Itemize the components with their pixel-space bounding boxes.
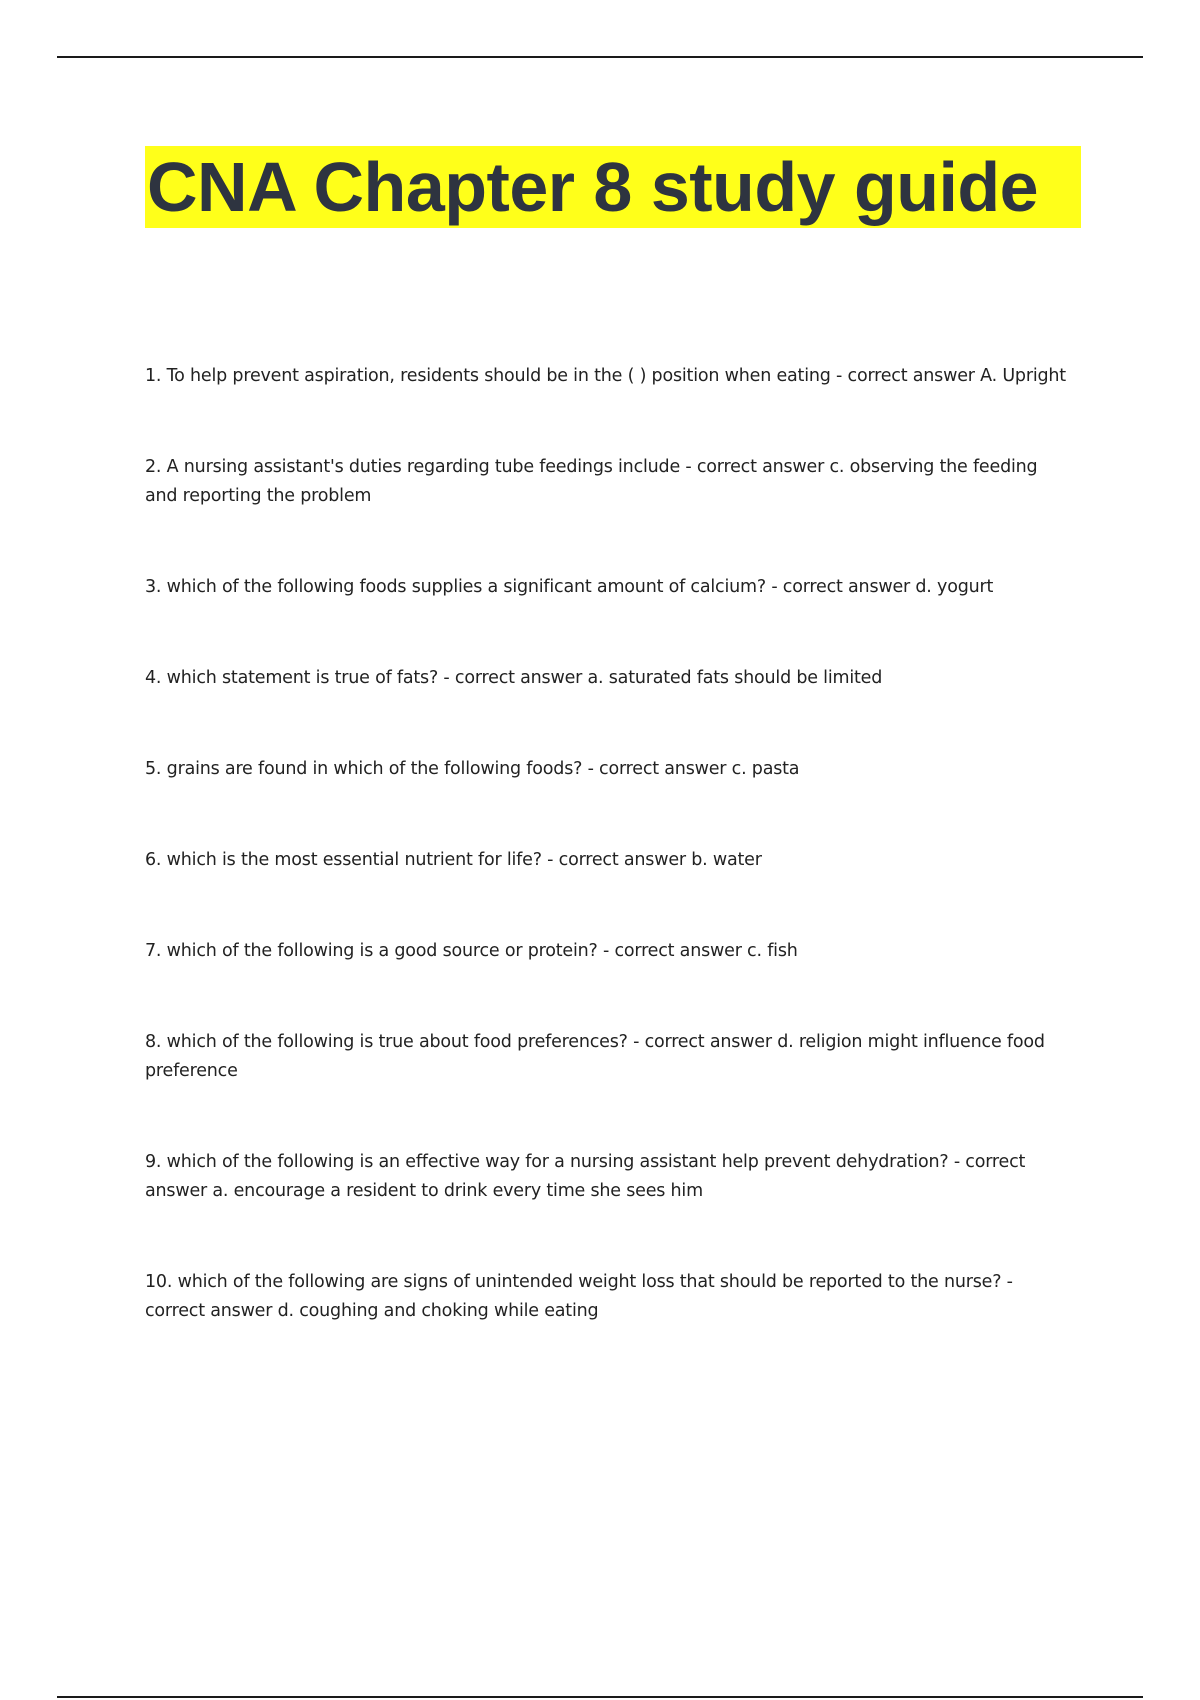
top-divider [57, 56, 1143, 58]
question-item-2: 2. A nursing assistant's duties regarding tube feedings include - correct answer c. observing the feeding and reporting the problem [145, 457, 1038, 506]
question-item-1: 1. To help prevent aspiration, residents should be in the ( ) position when eating - correct answer A. Upright [145, 366, 1066, 386]
question-item-4: 4. which statement is true of fats? - correct answer a. saturated fats should be limited [145, 668, 883, 688]
title-highlight [145, 146, 1081, 228]
question-item-6: 6. which is the most essential nutrient for life? - correct answer b. water [145, 850, 762, 870]
question-item-7: 7. which of the following is a good source or protein? - correct answer c. fish [145, 941, 798, 961]
bottom-divider [57, 1696, 1143, 1698]
question-item-5: 5. grains are found in which of the following foods? - correct answer c. pasta [145, 759, 800, 779]
question-item-10: 10. which of the following are signs of unintended weight loss that should be reported to the nurse? - correct answer d. coughing and choking while eating [145, 1272, 1013, 1321]
question-item-8: 8. which of the following is true about food preferences? - correct answer d. religion might influence food preference [145, 1032, 1045, 1081]
question-item-9: 9. which of the following is an effective way for a nursing assistant help prevent dehydration? - correct answer a. encourage a resident to drink every time she sees him [145, 1152, 1026, 1201]
question-list [145, 362, 1075, 1388]
page-title: CNA Chapter 8 study guide [147, 148, 1039, 226]
question-item-3: 3. which of the following foods supplies a significant amount of calcium? - correct answer d. yogurt [145, 577, 994, 597]
